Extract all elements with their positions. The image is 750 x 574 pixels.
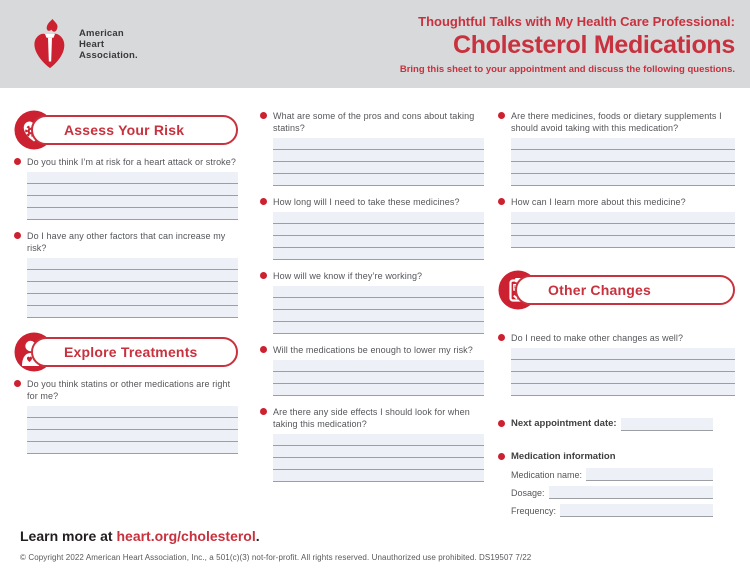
column-middle-questions xyxy=(260,110,484,517)
section-pill xyxy=(31,115,238,145)
aha-logo xyxy=(30,16,138,72)
frequency-label: Frequency: xyxy=(511,506,557,516)
header xyxy=(0,0,750,88)
question-text: Do you think I’m at risk for a heart attack or stroke? xyxy=(27,157,236,167)
learn-more-suffix: . xyxy=(255,528,260,544)
question-text: Do you think statins or other medications are right for me? xyxy=(27,379,231,401)
answer-lines-risk2[interactable] xyxy=(27,258,238,318)
question-statins-pros-cons xyxy=(260,110,484,134)
medication-info-heading-row xyxy=(498,451,735,463)
answer-lines-statins-pros-cons[interactable] xyxy=(273,138,484,186)
column-assess-explore xyxy=(14,110,238,517)
section-header-assess-your-risk xyxy=(14,110,238,150)
question-text: Do I need to make other changes as well? xyxy=(511,333,684,343)
bullet-icon xyxy=(498,334,505,341)
answer-lines-avoid-interactions[interactable] xyxy=(511,138,735,186)
medication-name-input[interactable] xyxy=(586,468,713,481)
bullet-icon xyxy=(14,232,21,239)
section-title: Other Changes xyxy=(548,282,651,298)
footer xyxy=(20,528,730,562)
question-side-effects xyxy=(260,406,484,430)
question-other-changes xyxy=(498,332,735,344)
question-text: Will the medications be enough to lower my risk? xyxy=(273,345,473,355)
logo-line: Heart xyxy=(79,38,105,50)
learn-more-prefix: Learn more at xyxy=(20,528,117,544)
answer-lines-how-know-working[interactable] xyxy=(273,286,484,334)
bullet-icon xyxy=(498,420,505,427)
cholesterol-link[interactable]: heart.org/cholesterol xyxy=(116,528,256,544)
medication-name-label: Medication name: xyxy=(511,470,583,480)
answer-lines-side-effects[interactable] xyxy=(273,434,484,482)
aha-logo-text xyxy=(79,28,138,61)
heart-torch-icon xyxy=(30,16,70,72)
logo-line: Association. xyxy=(79,49,138,61)
bullet-icon xyxy=(498,453,505,460)
dosage-input[interactable] xyxy=(549,486,713,499)
medication-name-row xyxy=(511,468,735,481)
question-risk1 xyxy=(14,156,238,168)
logo-line: American xyxy=(79,27,124,39)
question-text: Do I have any other factors that can increase my risk? xyxy=(27,231,226,253)
next-appointment-label: Next appointment date: xyxy=(511,418,617,429)
answer-lines-enough-lower-risk[interactable] xyxy=(273,360,484,396)
medication-info-label: Medication information xyxy=(511,451,616,462)
learn-more-line xyxy=(20,528,730,544)
frequency-input[interactable] xyxy=(560,504,713,517)
bullet-icon xyxy=(260,408,267,415)
bullet-icon xyxy=(260,346,267,353)
question-avoid-interactions xyxy=(498,110,735,134)
question-text: Are there medicines, foods or dietary supplements I should avoid taking with this medication? xyxy=(511,111,722,133)
question-text: How can I learn more about this medicine? xyxy=(511,197,686,207)
copyright-line: © Copyright 2022 American Heart Association, Inc., a 501(c)(3) not-for-profit. All rights reserved. Unauthorized use prohibited. DS19507 7/22 xyxy=(20,553,532,562)
question-how-long xyxy=(260,196,484,208)
next-appointment-input[interactable] xyxy=(621,418,713,431)
page-title: Cholesterol Medications xyxy=(452,30,735,59)
answer-lines-risk1[interactable] xyxy=(27,172,238,220)
bullet-icon xyxy=(260,272,267,279)
answer-lines-how-long[interactable] xyxy=(273,212,484,260)
question-explore1 xyxy=(14,378,238,402)
question-text: What are some of the pros and cons about taking statins? xyxy=(273,111,475,133)
section-pill xyxy=(31,337,238,367)
bullet-icon xyxy=(260,112,267,119)
section-title: Assess Your Risk xyxy=(64,122,185,138)
column-right-other-changes xyxy=(498,110,735,517)
dosage-label: Dosage: xyxy=(511,488,545,498)
question-text: How will we know if they’re working? xyxy=(273,271,423,281)
next-appointment-row xyxy=(498,418,735,431)
section-header-explore-treatments xyxy=(14,332,238,372)
section-header-other-changes xyxy=(498,270,735,310)
dosage-row xyxy=(511,486,735,499)
section-title: Explore Treatments xyxy=(64,344,198,360)
header-kicker: Thoughtful Talks with My Health Care Professional: xyxy=(418,13,735,29)
section-pill xyxy=(515,275,735,305)
bullet-icon xyxy=(260,198,267,205)
question-enough-lower-risk xyxy=(260,344,484,356)
worksheet-body xyxy=(0,88,750,517)
bullet-icon xyxy=(14,380,21,387)
bullet-icon xyxy=(498,198,505,205)
question-learn-more-medicine xyxy=(498,196,735,208)
answer-lines-other-changes[interactable] xyxy=(511,348,735,396)
bullet-icon xyxy=(498,112,505,119)
header-titles xyxy=(400,14,735,75)
question-risk2 xyxy=(14,230,238,254)
question-how-know-working xyxy=(260,270,484,282)
question-text: Are there any side effects I should look for when taking this medication? xyxy=(273,407,470,429)
answer-lines-explore1[interactable] xyxy=(27,406,238,454)
header-subtitle: Bring this sheet to your appointment and discuss the following questions. xyxy=(399,63,735,75)
question-text: How long will I need to take these medicines? xyxy=(273,197,460,207)
answer-lines-learn-more-medicine[interactable] xyxy=(511,212,735,248)
frequency-row xyxy=(511,504,735,517)
bullet-icon xyxy=(14,158,21,165)
